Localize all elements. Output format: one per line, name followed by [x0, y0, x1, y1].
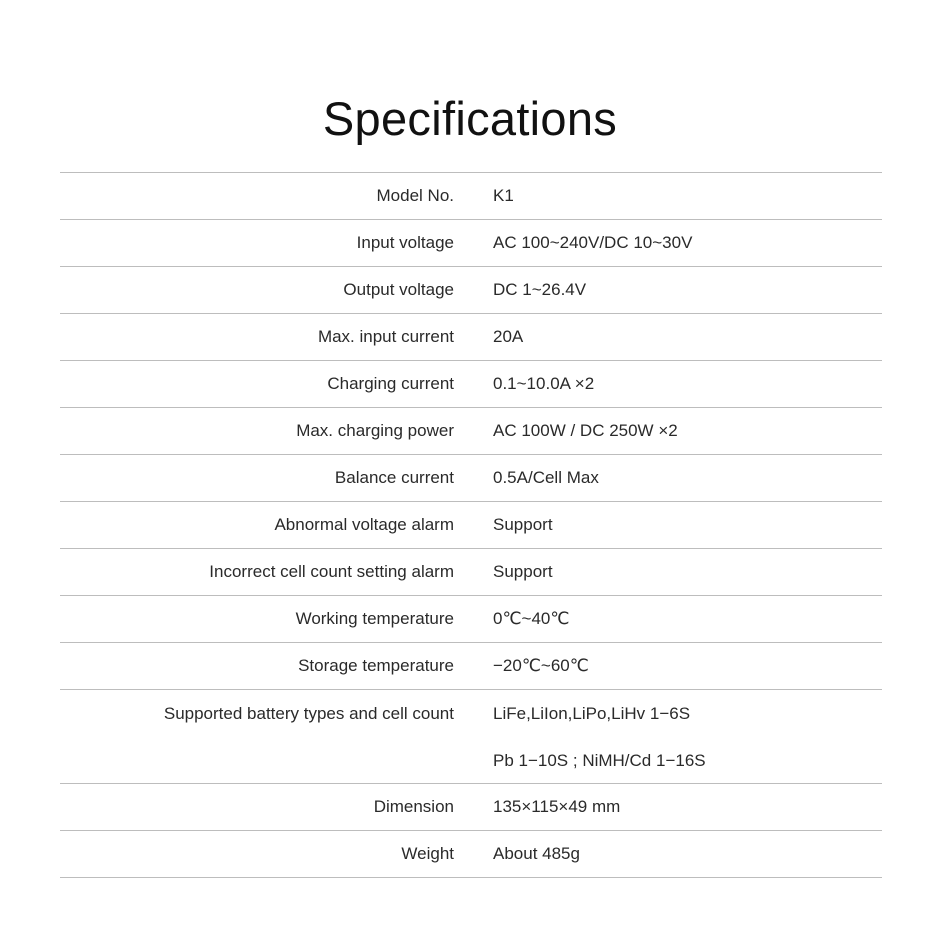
spec-label: Weight [401, 844, 454, 863]
spec-row [60, 455, 882, 502]
spec-label: Max. input current [317, 327, 454, 346]
spec-label: Input voltage [356, 233, 454, 252]
spec-value: AC 100W / DC 250W ×2 [493, 421, 678, 440]
spec-label: Output voltage [343, 280, 454, 299]
spec-value: 0.5A/Cell Max [493, 468, 599, 487]
spec-row [60, 173, 882, 220]
spec-values [493, 455, 599, 501]
spec-values [493, 220, 692, 266]
spec-values [493, 267, 586, 313]
spec-row [60, 831, 882, 878]
page-title: Specifications [322, 92, 618, 146]
spec-row [60, 596, 882, 643]
spec-values [493, 549, 553, 595]
spec-label: Working temperature [295, 609, 454, 628]
spec-row [60, 408, 882, 455]
spec-value: Pb 1−10S ; NiMH/Cd 1−16S [493, 751, 706, 770]
spec-value: DC 1~26.4V [493, 280, 587, 299]
spec-label: Charging current [327, 374, 454, 393]
spec-values [493, 361, 594, 407]
spec-row [60, 690, 882, 784]
spec-value: 20A [493, 327, 524, 346]
spec-label: Supported battery types and cell count [163, 704, 454, 723]
spec-row [60, 220, 882, 267]
spec-value: 0.1~10.0A ×2 [493, 374, 595, 393]
spec-value: 0℃~40℃ [493, 609, 570, 628]
specifications-table [60, 172, 882, 878]
spec-value: About 485g [493, 844, 580, 863]
spec-value: AC 100~240V/DC 10~30V [493, 233, 693, 252]
spec-values [493, 408, 678, 454]
spec-row [60, 784, 882, 831]
spec-value: K1 [493, 186, 514, 205]
spec-row [60, 549, 882, 596]
spec-label: Storage temperature [298, 656, 454, 675]
spec-label: Model No. [376, 186, 454, 205]
spec-row [60, 314, 882, 361]
spec-label: Max. charging power [296, 421, 454, 440]
spec-values [493, 502, 553, 548]
spec-value: −20℃~60℃ [493, 656, 589, 675]
spec-values [493, 831, 580, 877]
spec-value: Support [493, 562, 553, 581]
spec-value: 135×115×49 mm [493, 797, 621, 816]
spec-values [493, 173, 514, 219]
spec-values [493, 596, 569, 642]
spec-value: LiFe,LiIon,LiPo,LiHv 1−6S [493, 704, 691, 723]
spec-values [493, 690, 706, 783]
spec-values [493, 314, 523, 360]
spec-label: Balance current [334, 468, 454, 487]
spec-values [493, 784, 620, 830]
spec-value: Support [493, 515, 553, 534]
spec-row [60, 361, 882, 408]
spec-label: Incorrect cell count setting alarm [209, 562, 454, 581]
spec-row [60, 643, 882, 690]
spec-row [60, 267, 882, 314]
spec-row [60, 502, 882, 549]
spec-values [493, 643, 589, 689]
spec-label: Abnormal voltage alarm [274, 515, 454, 534]
spec-label: Dimension [373, 797, 454, 816]
